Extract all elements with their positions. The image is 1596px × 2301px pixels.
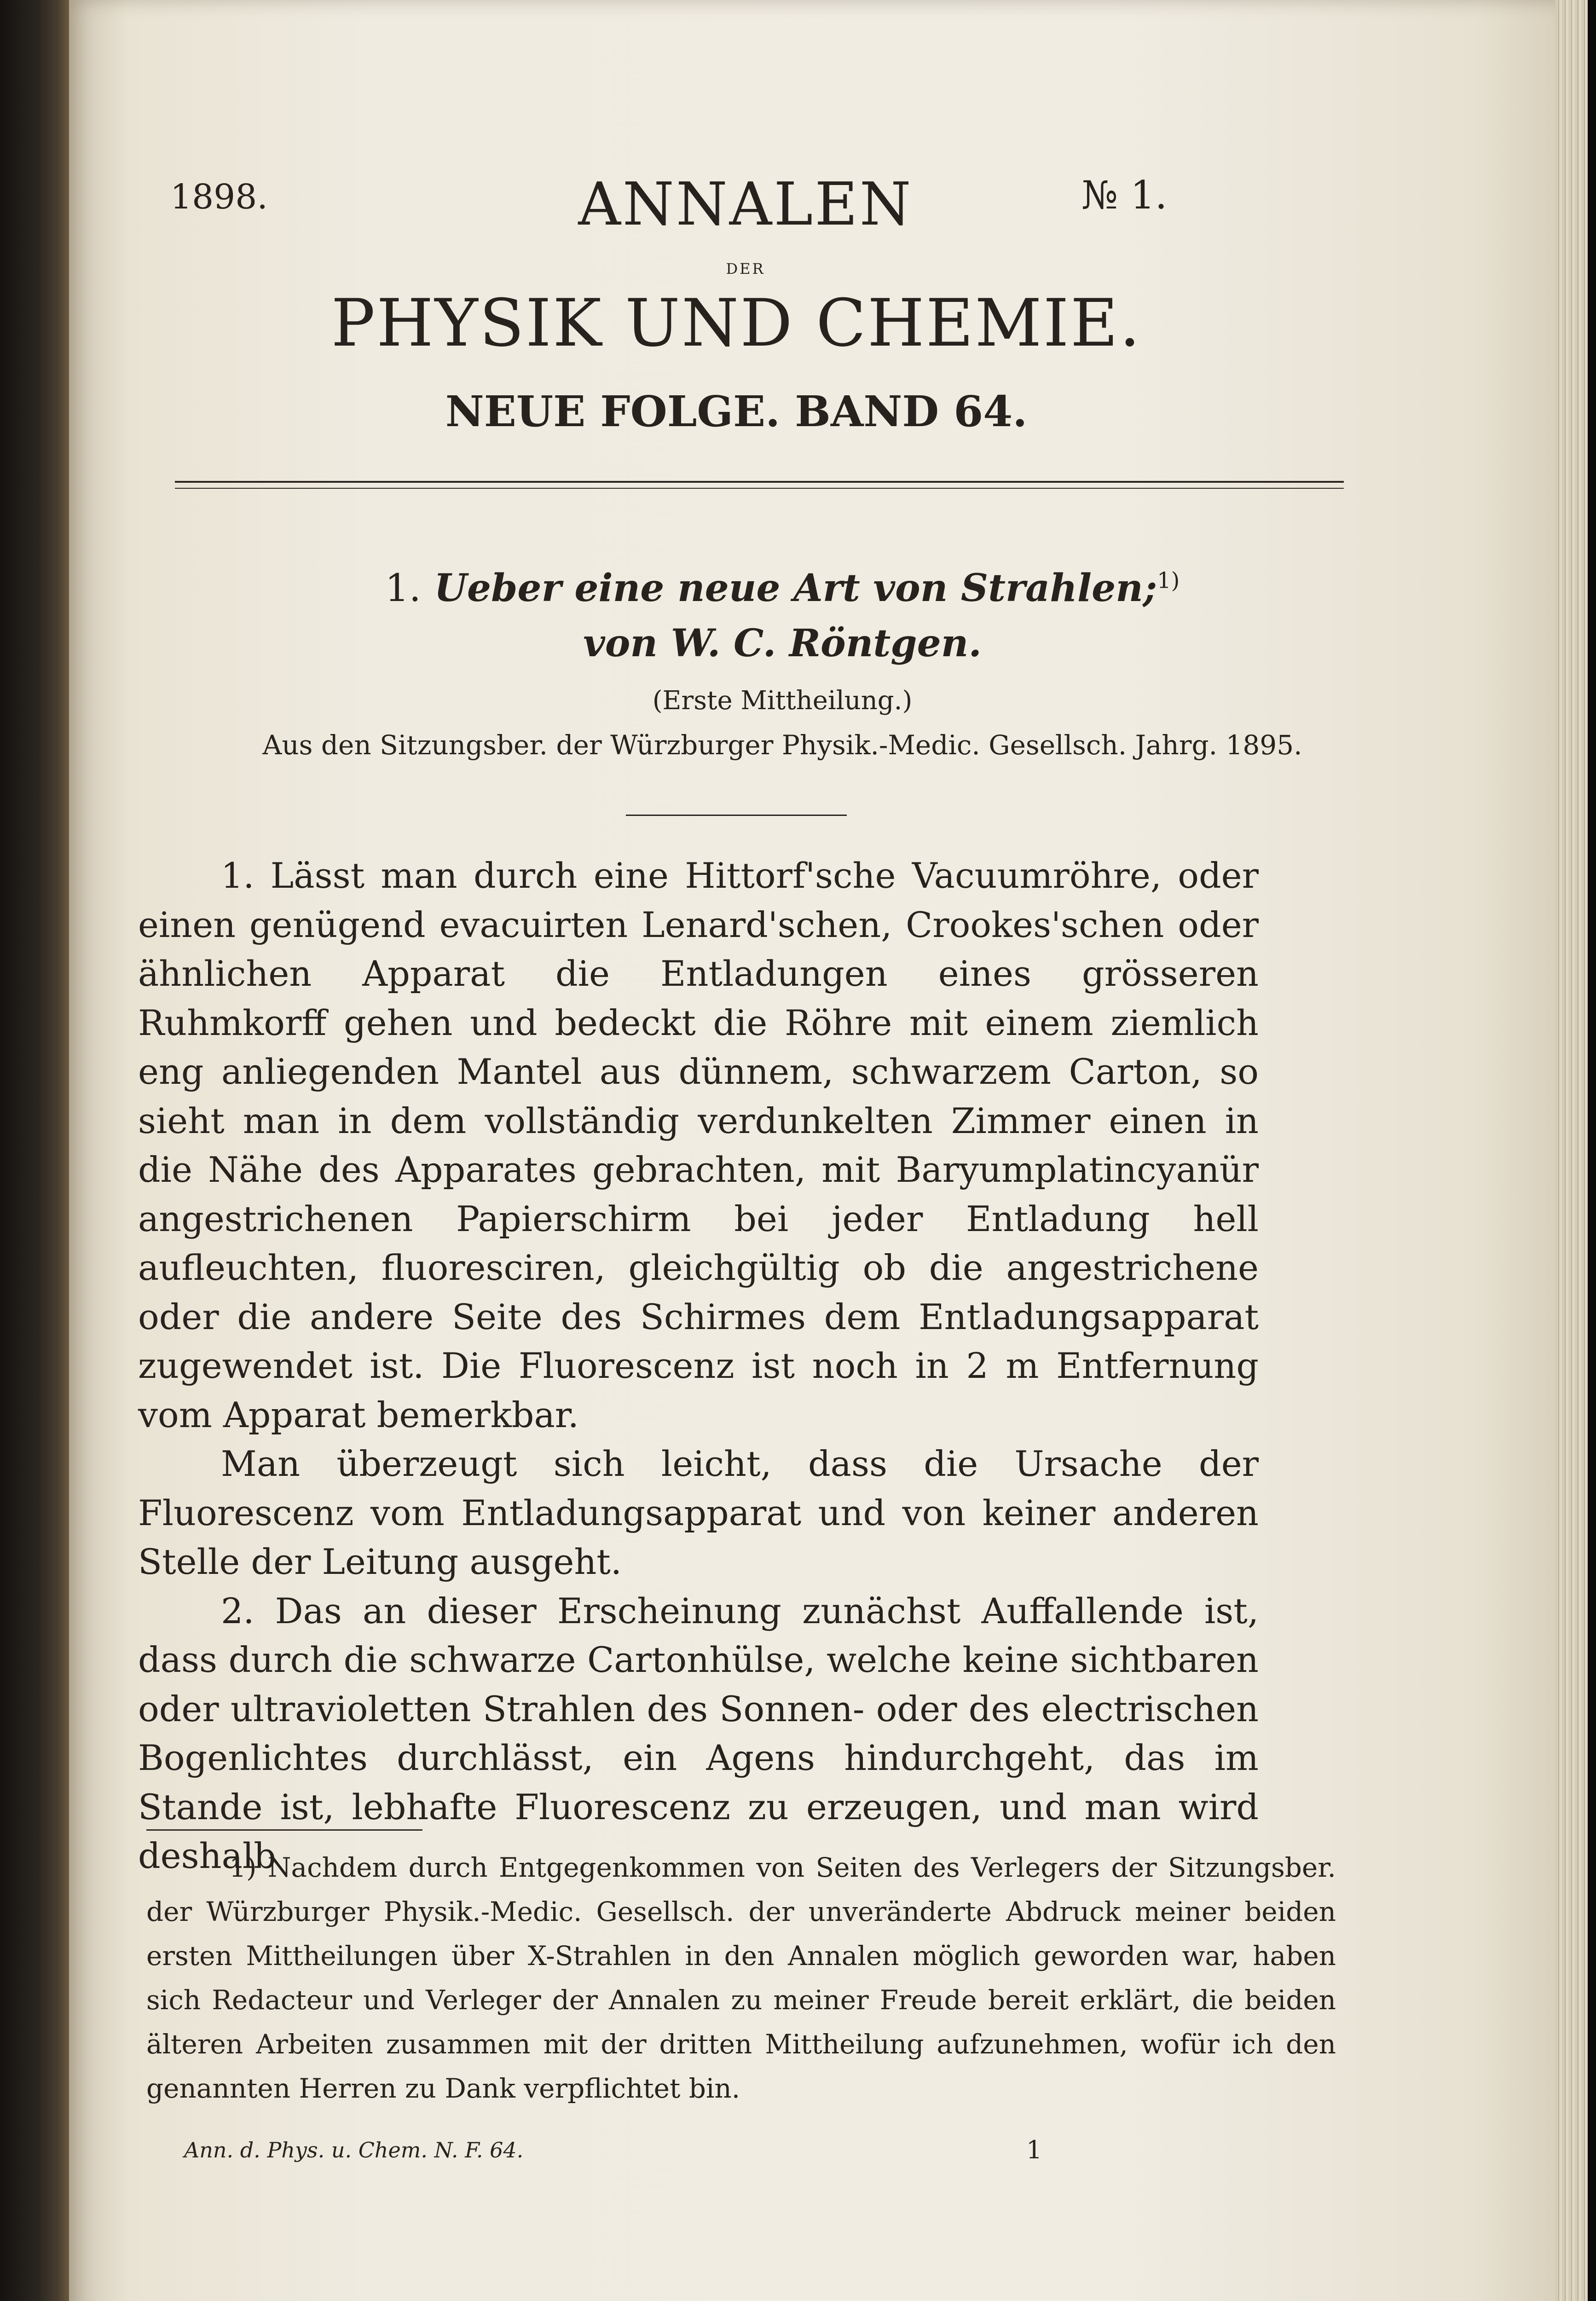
footnote-rule <box>146 1829 422 1831</box>
issue-number: № 1. <box>1081 173 1168 218</box>
journal-subtitle: PHYSIK UND CHEMIE. <box>331 285 1142 361</box>
journal-title-der: DER <box>726 260 765 278</box>
article-title-text: Ueber eine neue Art von Strahlen; <box>434 566 1157 610</box>
header-rule-thick <box>175 481 1344 483</box>
book-page <box>69 0 1565 2301</box>
page-number: 1 <box>1026 2135 1042 2164</box>
page-edges <box>1556 0 1588 2301</box>
article-source: Aus den Sitzungsber. der Würzburger Physik.-Medic. Gesellsch. Jahrg. 1895. <box>262 729 1302 761</box>
footer-citation: Ann. d. Phys. u. Chem. N. F. 64. <box>184 2138 524 2162</box>
book-spine <box>0 0 69 2301</box>
article-body <box>138 851 1259 1881</box>
series-volume: NEUE FOLGE. BAND 64. <box>445 387 1028 436</box>
article-number: 1. <box>385 567 421 610</box>
year: 1898. <box>170 177 268 217</box>
footnote <box>146 1845 1336 2110</box>
paragraph: 2. Das an dieser Erscheinung zunächst Auffallende ist, dass durch die schwarze Cartonhülse, welche keine sichtbaren oder ultravioletten Strahlen des Sonnen- oder des electrischen Bogenlichtes durchlässt, ein Agens hindurchgeht, das im Stande ist, lebhafte Fluorescenz zu erzeugen, und man wird deshalb <box>138 1590 1259 1876</box>
article-author: von W. C. Röntgen. <box>583 621 982 665</box>
article-note: (Erste Mittheilung.) <box>652 686 913 716</box>
header-rule-thin <box>175 488 1344 489</box>
title-divider <box>626 815 847 816</box>
paragraph: Man überzeugt sich leicht, dass die Ursache der Fluorescenz vom Entladungsapparat und von keiner anderen Stelle der Leitung ausgeht. <box>138 1443 1259 1582</box>
journal-title: ANNALEN <box>578 170 913 239</box>
paragraph: 1. Lässt man durch eine Hittorf'sche Vacuumröhre, oder einen genügend evacuirten Lenard'schen, Crookes'schen oder ähnlichen Apparat die Entladungen eines grösseren Ruhmkorff gehen und bedeckt die Röhre mit einem ziemlich eng anliegenden Mantel aus dünnem, schwarzem Carton, so sieht man in dem vollständig verdunkelten Zimmer einen in die Nähe des Apparates gebrachten, mit Baryumplatincyanür angestrichenen Papierschirm bei jeder Entladung hell aufleuchten, fluoresciren, gleichgültig ob die angestrichene oder die andere Seite des Schirmes dem Entladungsapparat zugewendet ist. Die Fluorescenz ist noch in 2 m Entfernung vom Apparat bemerkbar. <box>138 855 1259 1435</box>
footnote-text: 1) Nachdem durch Entgegenkommen von Seiten des Verlegers der Sitzungsber. der Würzburger Physik.-Medic. Gesellsch. der unveränderte Abdruck meiner beiden ersten Mittheilungen über X-Strahlen in den Annalen möglich geworden war, haben sich Redacteur und Verleger der Annalen zu meiner Freude bereit erklärt, die beiden älteren Arbeiten zusammen mit der dritten Mittheilung aufzunehmen, wofür ich den genannten Herren zu Dank verpflichtet bin. <box>146 1852 1336 2104</box>
article-title <box>161 566 1404 610</box>
footnote-mark: 1) <box>1157 567 1180 594</box>
